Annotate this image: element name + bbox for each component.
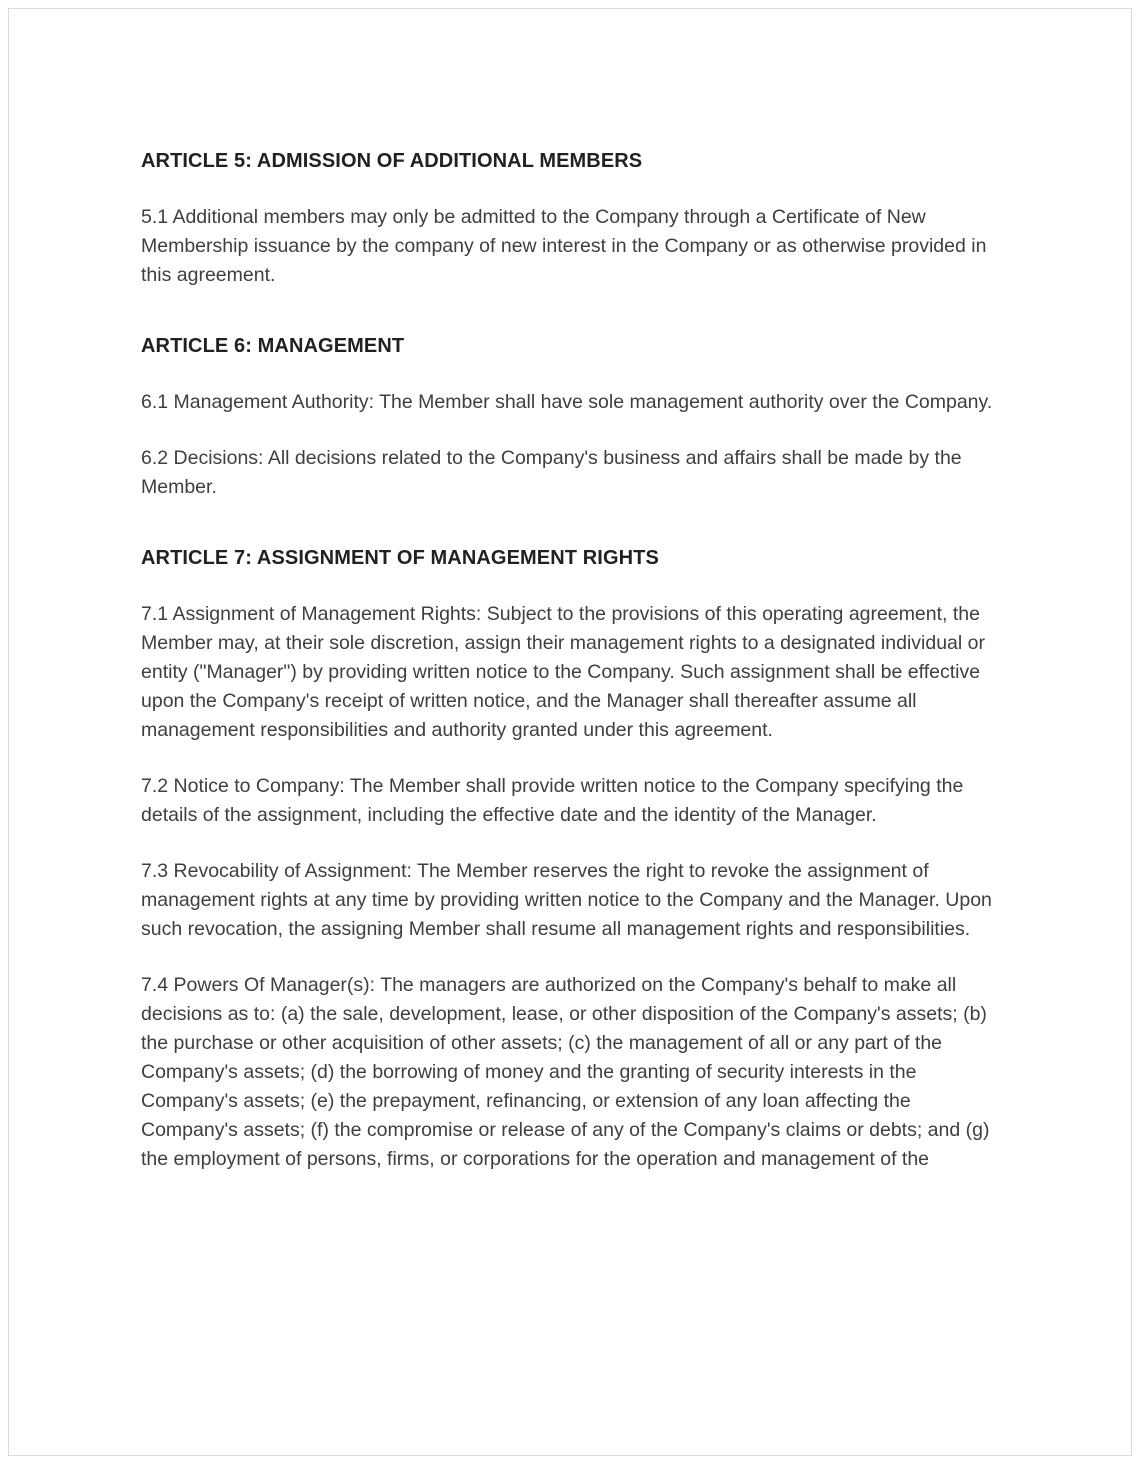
clause-6-1: 6.1 Management Authority: The Member shall have sole management authority over the Company. [141,391,993,413]
clause-5-1: 5.1 Additional members may only be admitted to the Company through a Certificate of New Membership issuance by the company of new interest in the Company or as otherwise provided in this agreement. [141,206,987,286]
article-7-heading: ARTICLE 7: ASSIGNMENT OF MANAGEMENT RIGHTS [141,547,659,569]
document-page [8,8,1132,1456]
document-content [9,9,1131,1174]
clause-6-2: 6.2 Decisions: All decisions related to the Company's business and affairs shall be made by the Member. [141,447,962,498]
clause-7-3: 7.3 Revocability of Assignment: The Member reserves the right to revoke the assignment of management rights at any time by providing written notice to the Company and the Manager. Upon such revocation, the assigning Member shall resume all management rights and responsibilities. [141,860,992,940]
article-5-heading: ARTICLE 5: ADMISSION OF ADDITIONAL MEMBERS [141,150,643,172]
clause-7-4: 7.4 Powers Of Manager(s): The managers are authorized on the Company's behalf to make all decisions as to: (a) the sale, development, lease, or other disposition of the Company's assets; (b) the purchase or other acquisition of other assets; (c) the management of all or any part of the Company's assets; (d) the borrowing of money and the granting of security interests in the Company's assets; (e) the prepayment, refinancing, or extension of any loan affecting the Company's assets; (f) the compromise or release of any of the Company's claims or debts; and (g) the employment of persons, firms, or corporations for the operation and management of the [141,974,990,1170]
clause-7-1: 7.1 Assignment of Management Rights: Subject to the provisions of this operating agreement, the Member may, at their sole discretion, assign their management rights to a designated individual or entity ("Manager") by providing written notice to the Company. Such assignment shall be effective upon the Company's receipt of written notice, and the Manager shall thereafter assume all management responsibilities and authority granted under this agreement. [141,603,985,741]
article-6-heading: ARTICLE 6: MANAGEMENT [141,335,405,357]
clause-7-2: 7.2 Notice to Company: The Member shall provide written notice to the Company specifying the details of the assignment, including the effective date and the identity of the Manager. [141,775,964,826]
